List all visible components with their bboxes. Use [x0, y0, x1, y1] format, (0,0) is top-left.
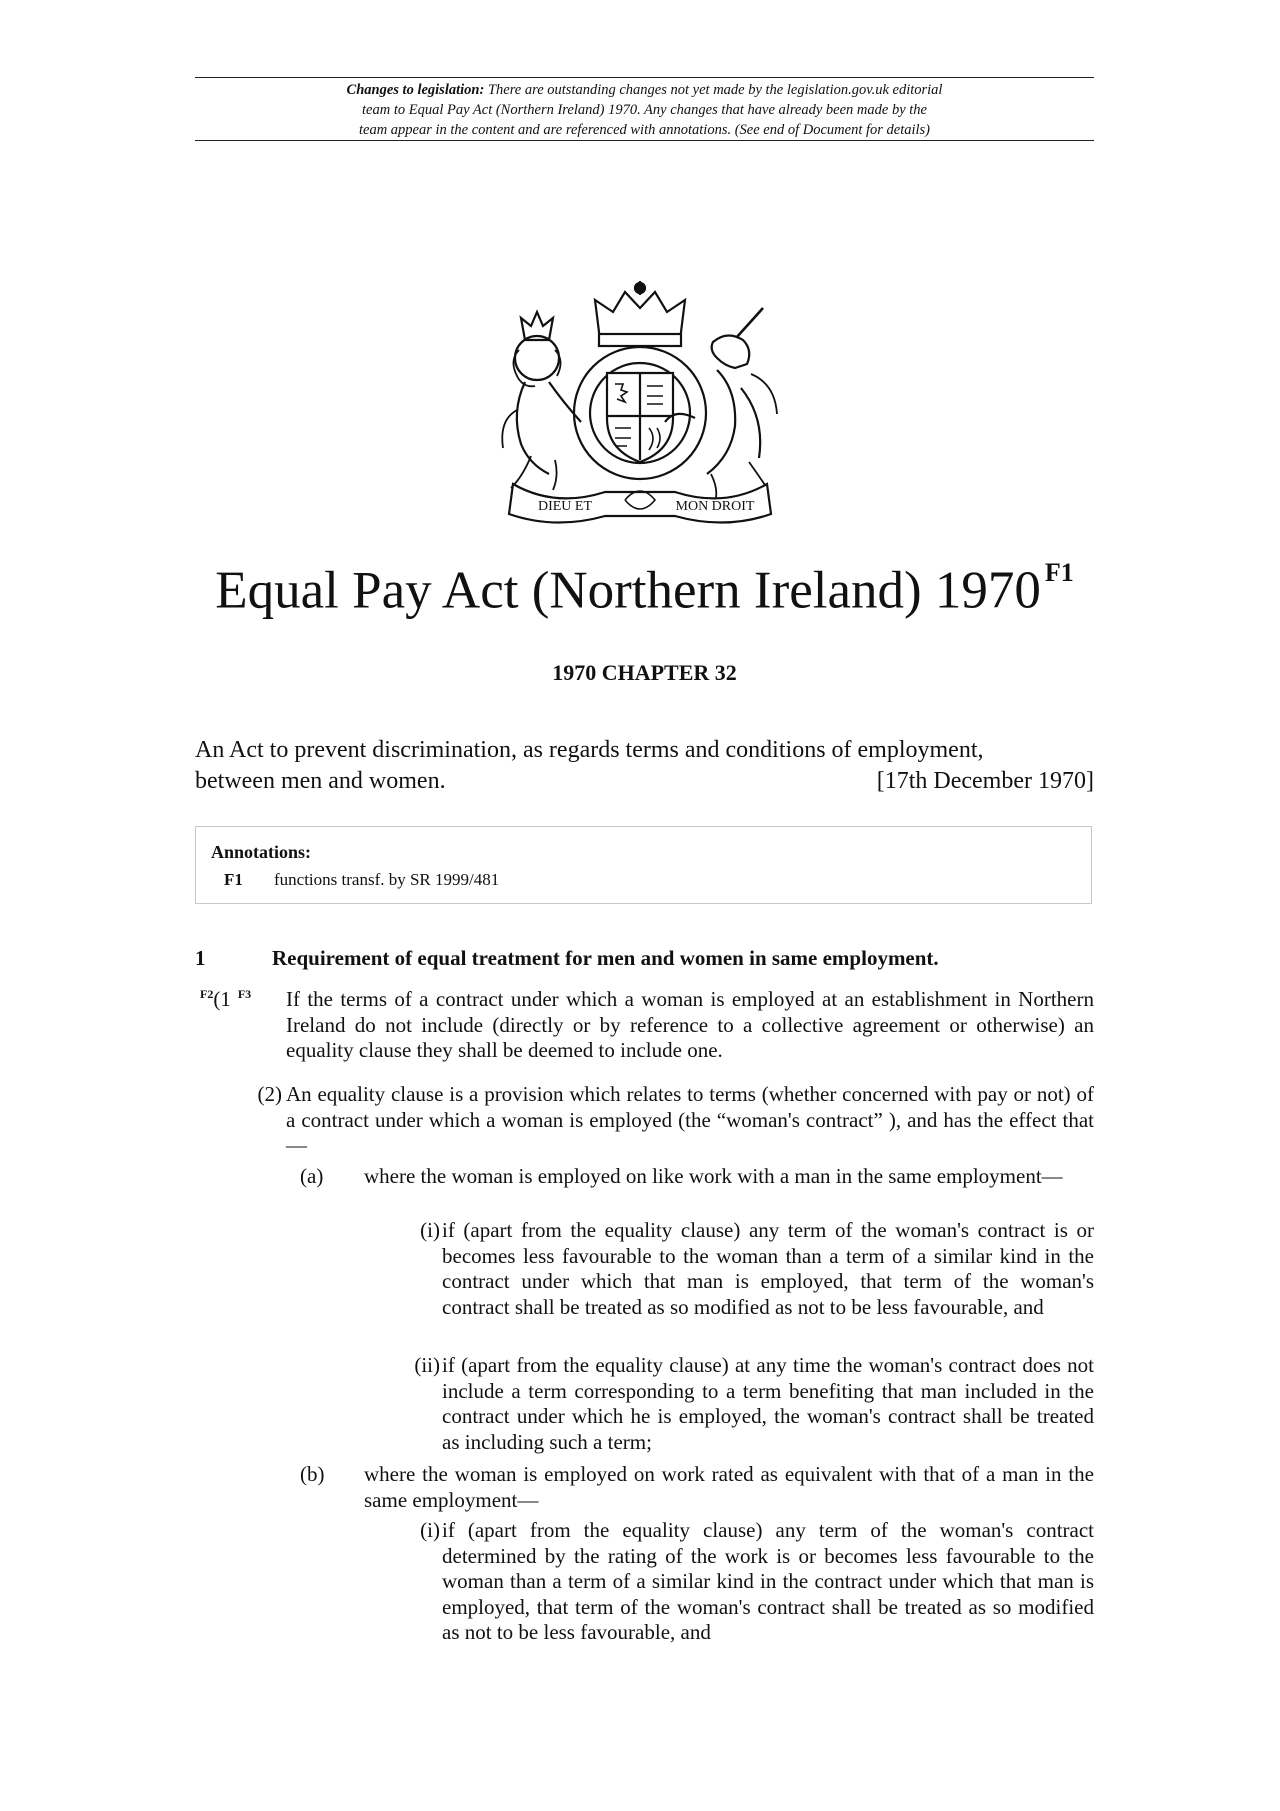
chapter-number: 1970 CHAPTER 32 — [552, 660, 737, 685]
royal-coat-of-arms-icon — [495, 278, 785, 528]
paragraph-a-i-number: (i) — [420, 1218, 440, 1242]
title-footnote-ref[interactable]: F1 — [1044, 558, 1074, 587]
annotation-key[interactable]: F1 — [224, 870, 243, 889]
annotations-heading: Annotations: — [211, 842, 312, 862]
footnote-ref-f2[interactable]: F2 — [200, 987, 214, 1001]
subsection-2-text: An equality clause is a provision which relates to terms (whether concerned with pay or not) of a contract under which a woman is employed (the “woman's contract” ), and has the effect that— — [286, 1082, 1094, 1157]
annotation-text: functions transf. by SR 1999/481 — [274, 870, 500, 889]
paragraph-b-text: where the woman is employed on work rated as equivalent with that of a man in the same employment— — [364, 1462, 1094, 1512]
paragraph-a-number: (a) — [300, 1164, 324, 1188]
royal-assent-date: [17th December 1970] — [876, 768, 1094, 794]
section-number: 1 — [195, 946, 206, 970]
paragraph-b-i-text: if (apart from the equality clause) any term of the woman's contract determined by the rating of the work is or becomes less favourable to the woman than a term of a similar kind in the contract under which that man is employed, that term of the woman's contract shall be treated as so modified as not to be less favourable, and — [442, 1518, 1094, 1644]
long-title — [195, 735, 1094, 797]
paragraph-a-ii-number: (ii) — [414, 1353, 440, 1377]
subsection-2-number: (2) — [257, 1082, 282, 1106]
subsection-1-label: (1 — [213, 987, 231, 1011]
annotations-box — [195, 826, 1092, 904]
changes-banner — [195, 77, 1094, 141]
paragraph-a-text: where the woman is employed on like work with a man in the same employment— — [364, 1164, 1063, 1188]
act-title — [195, 548, 1094, 624]
section-title: Requirement of equal treatment for men and women in same employment. — [272, 946, 939, 970]
act-title-text: Equal Pay Act (Northern Ireland) 1970 — [215, 561, 1041, 620]
paragraph-a-i-text: if (apart from the equality clause) any term of the woman's contract is or becomes less favourable to the woman than a term of a similar kind in the contract under which that man is employed, that term of the woman's contract shall be treated as so modified as not to be less favourable, and — [442, 1218, 1094, 1319]
long-title-line-2 — [195, 766, 1094, 797]
paragraph-b-i-number: (i) — [420, 1518, 440, 1542]
subsection-1-text: If the terms of a contract under which a woman is employed at an establishment in Northern Ireland do not include (directly or by reference to a collective agreement or otherwise) an equality clause they shall be deemed to include one. — [286, 987, 1094, 1062]
banner-lead: Changes to legislation: — [346, 82, 485, 98]
motto-left: DIEU ET — [537, 499, 593, 514]
footnote-ref-f3[interactable]: F3 — [237, 987, 252, 1001]
banner-line-2: team to Equal Pay Act (Northern Ireland) 1970. Any changes that have already been made by the — [362, 102, 927, 118]
motto-right: MON DROIT — [675, 499, 755, 514]
paragraph-b-number: (b) — [300, 1462, 325, 1486]
long-title-line-2-text: between men and women. — [195, 768, 446, 794]
banner-line-1: There are outstanding changes not yet made by the legislation.gov.uk editorial — [487, 82, 943, 98]
long-title-line-1: An Act to prevent discrimination, as regards terms and conditions of employment, — [195, 737, 984, 763]
banner-text — [195, 80, 1094, 140]
paragraph-a-ii-text: if (apart from the equality clause) at any time the woman's contract does not include a term corresponding to a term benefiting that man included in the contract under which he is employed, the woman's contract shall be treated as including such a term; — [442, 1353, 1094, 1454]
subsection-1-number — [200, 987, 286, 1013]
banner-line-3: team appear in the content and are referenced with annotations. (See end of Document for details) — [358, 122, 931, 138]
